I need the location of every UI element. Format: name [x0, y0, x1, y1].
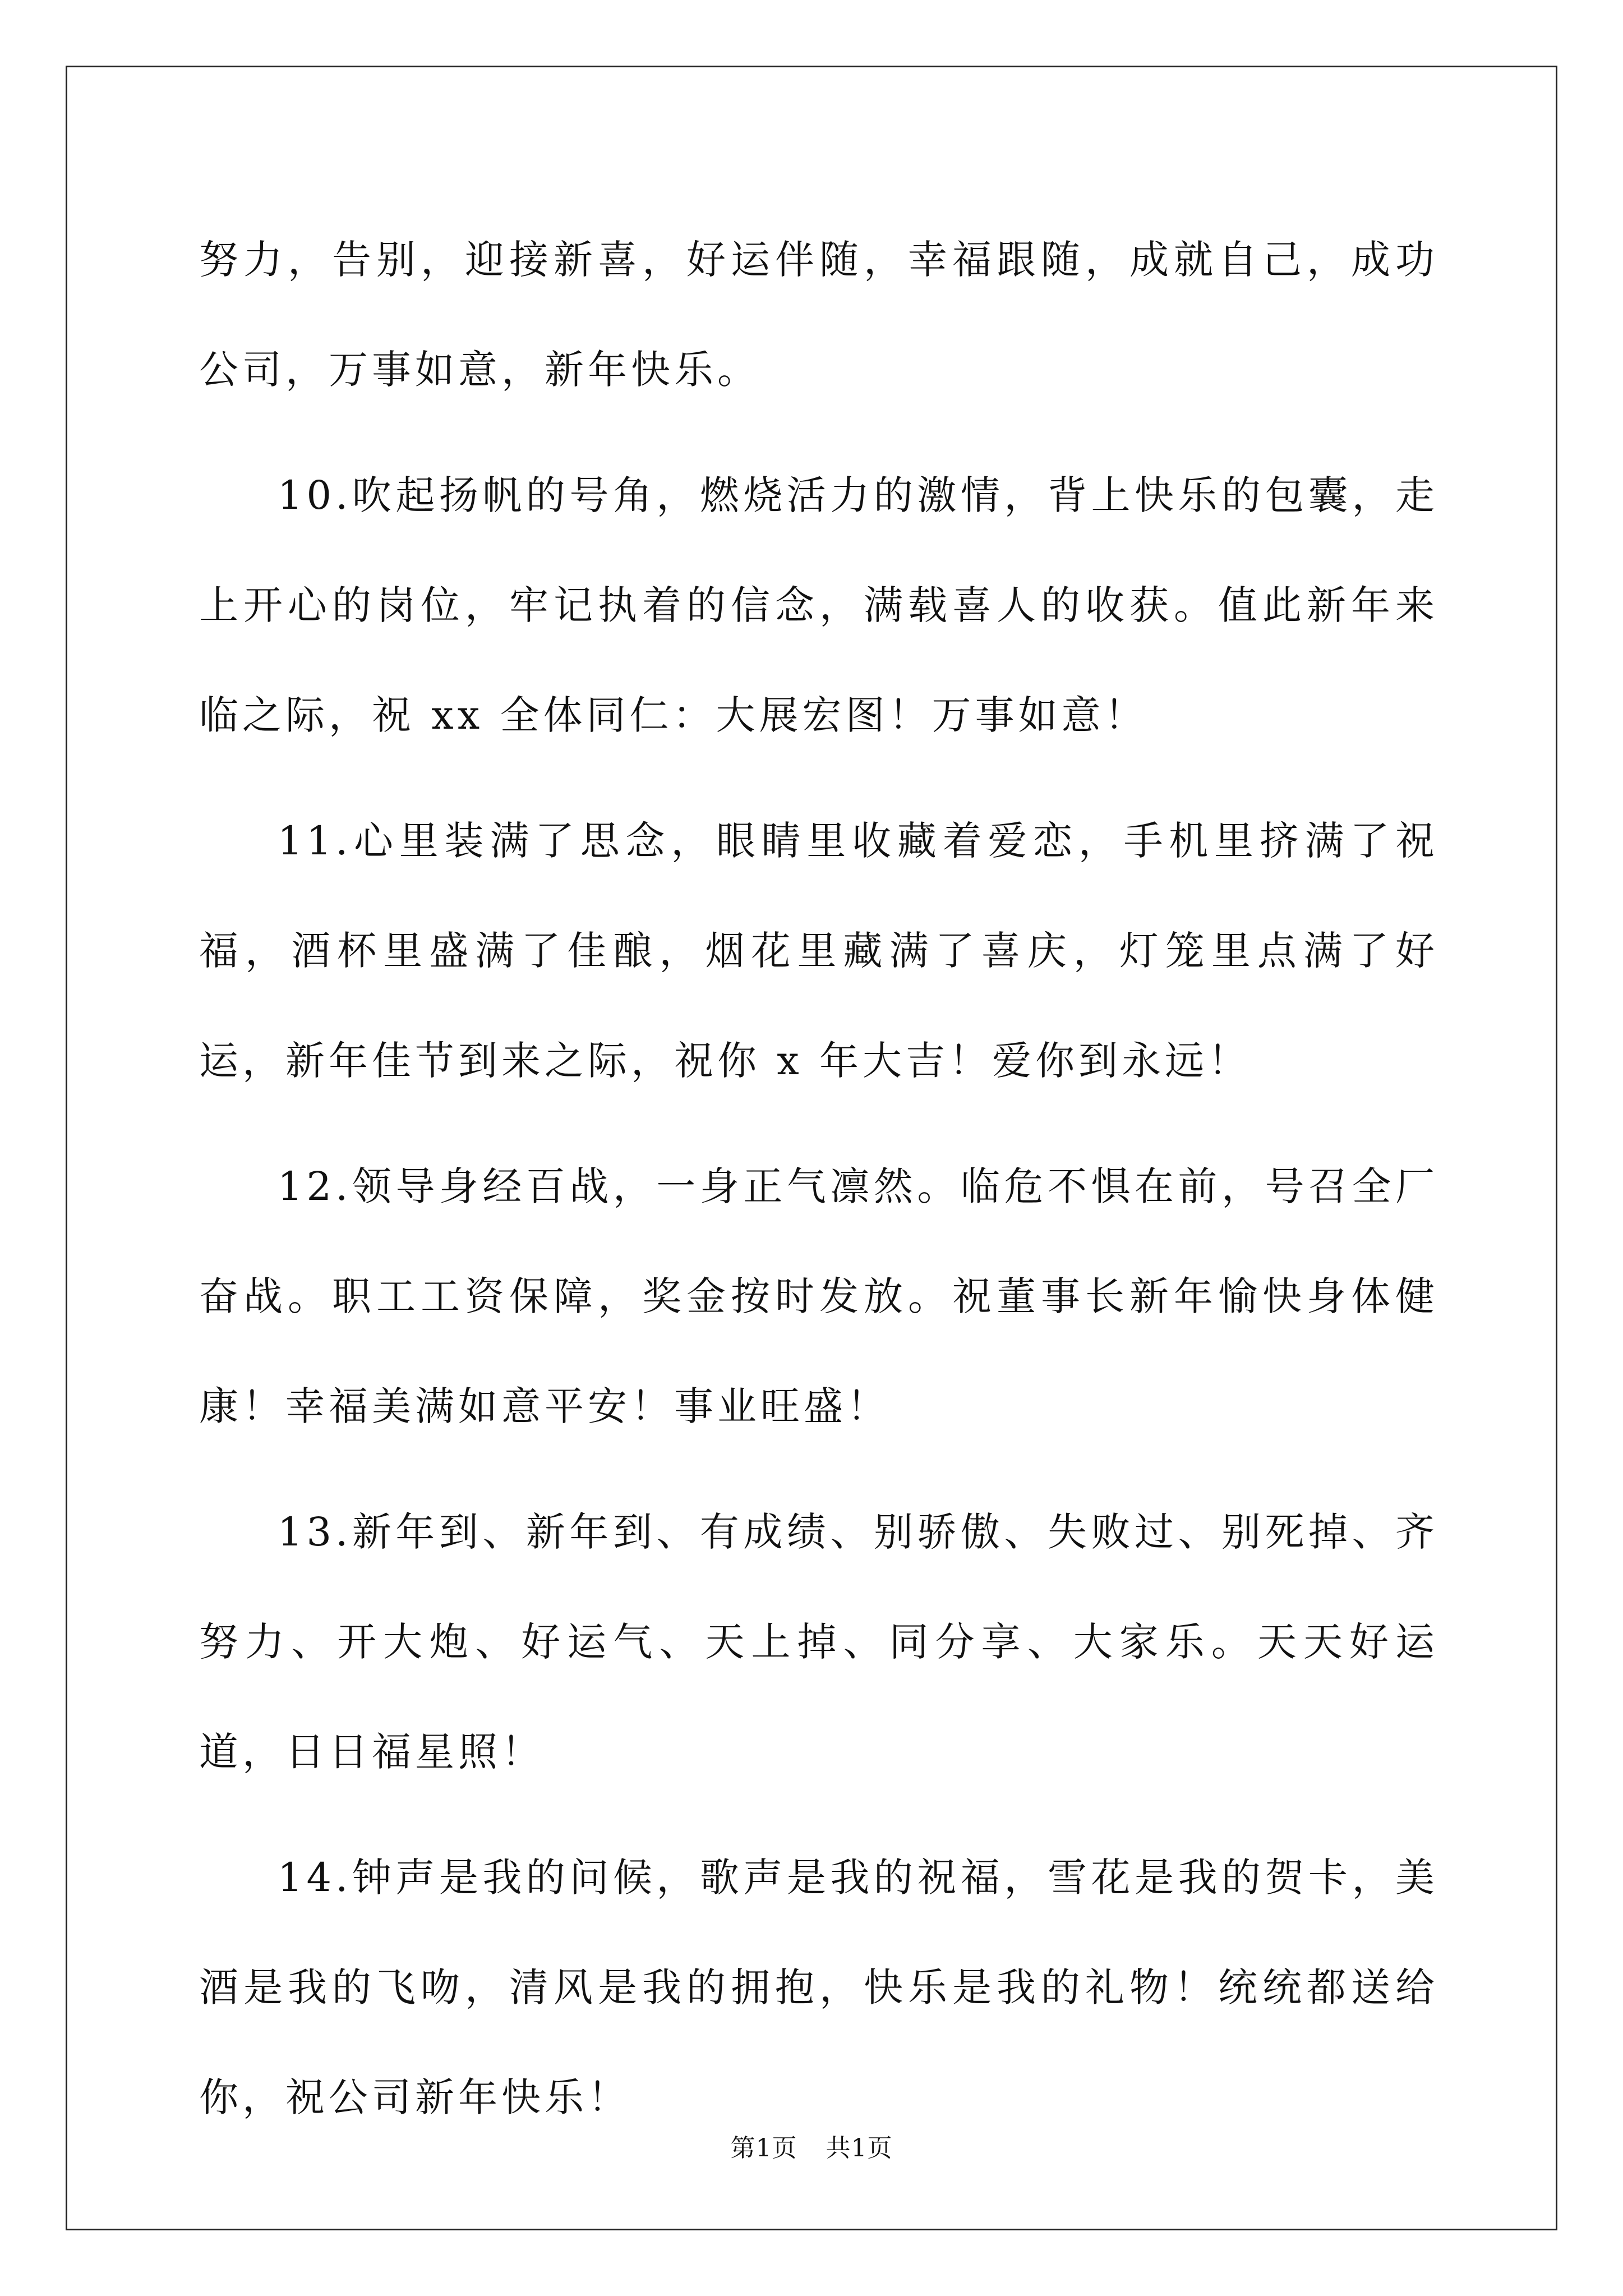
paragraph-item-10: 10.吹起扬帆的号角，燃烧活力的激情，背上快乐的包囊，走上开心的岗位，牢记执着的信念，满载喜人的收获。值此新年来临之际，祝 xx 全体同仁：大展宏图！万事如意！ [199, 472, 1438, 738]
page-number: 第1页 [730, 2134, 797, 2162]
page-total: 共1页 [826, 2134, 893, 2162]
paragraph-continuation: 努力，告别，迎接新喜，好运伴随，幸福跟随，成就自己，成功公司，万事如意，新年快乐。 [199, 237, 1438, 393]
paragraph-item-14: 14.钟声是我的问候，歌声是我的祝福，雪花是我的贺卡，美酒是我的飞吻，清风是我的拥抱，快乐是我的礼物！统统都送给你，祝公司新年快乐！ [199, 1855, 1438, 2120]
paragraph-item-11: 11.心里装满了思念，眼睛里收藏着爱恋，手机里挤满了祝福，酒杯里盛满了佳酿，烟花里藏满了喜庆，灯笼里点满了好运，新年佳节到来之际，祝你 x 年大吉！爱你到永远！ [199, 818, 1438, 1084]
paragraph-item-13: 13.新年到、新年到、有成绩、别骄傲、失败过、别死掉、齐努力、开大炮、好运气、天上掉、同分享、大家乐。天天好运道，日日福星照！ [199, 1509, 1438, 1775]
document-body [199, 205, 1438, 2168]
page-footer [0, 2132, 1623, 2165]
paragraph-item-12: 12.领导身经百战，一身正气凛然。临危不惧在前，号召全厂奋战。职工工资保障，奖金按时发放。祝董事长新年愉快身体健康！幸福美满如意平安！事业旺盛！ [199, 1163, 1438, 1429]
